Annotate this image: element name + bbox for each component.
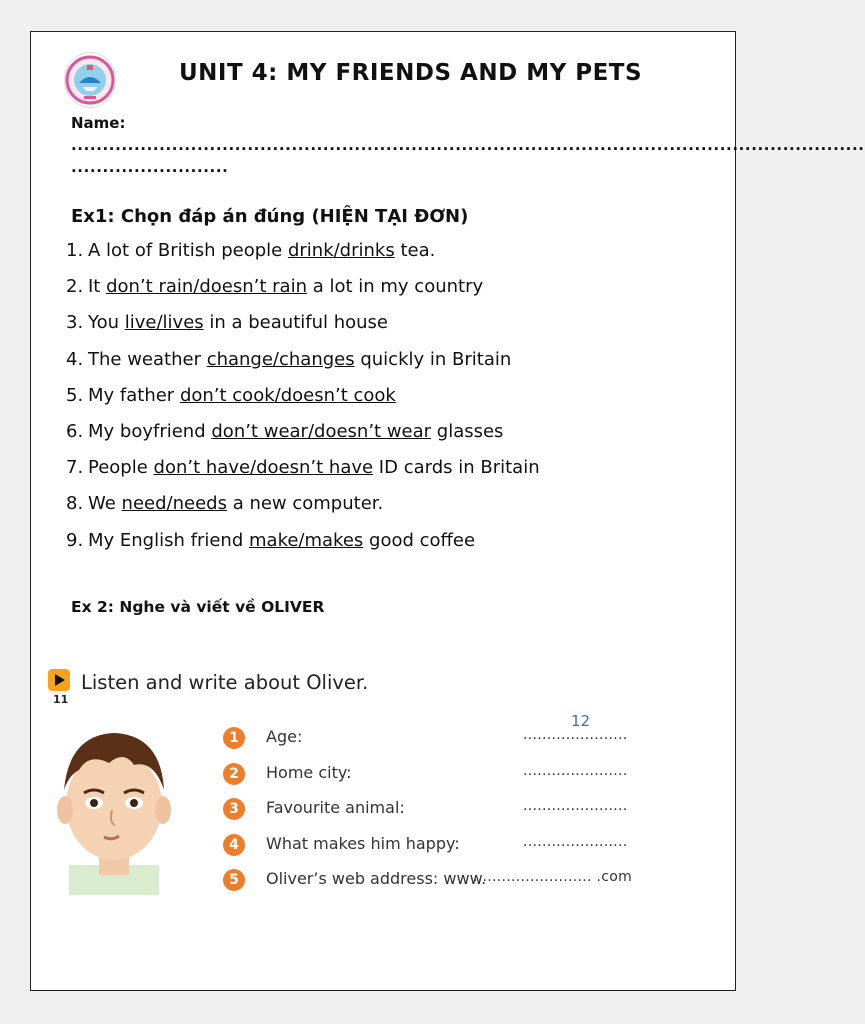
- answer-blank[interactable]: ......................: [523, 834, 628, 850]
- exercise1-item: [66, 493, 540, 529]
- question-number-badge: 1: [223, 727, 245, 749]
- name-dotted-line-1[interactable]: ..............................................................................................................................: [71, 136, 865, 154]
- item-choice[interactable]: don’t cook/doesn’t cook: [179, 384, 396, 406]
- answer-blank[interactable]: ......................: [523, 727, 628, 743]
- item-text-after: in a beautiful house: [203, 312, 389, 334]
- exercise1-item: [66, 457, 540, 493]
- school-logo: [64, 52, 116, 108]
- item-choice[interactable]: don’t rain/doesn’t rain: [106, 276, 307, 298]
- question-label: Home city:: [266, 763, 352, 782]
- item-text-before: A lot of British people: [88, 240, 288, 261]
- item-text-before: My father: [88, 384, 180, 406]
- item-number: 6.: [66, 420, 84, 442]
- item-number: 7.: [66, 457, 84, 479]
- item-number: 4.: [66, 348, 84, 370]
- item-number: 2.: [66, 276, 84, 298]
- exercise1-item: [66, 530, 540, 566]
- item-choice[interactable]: need/needs: [121, 493, 227, 515]
- question-label: Oliver’s web address: www.: [266, 869, 487, 888]
- question-label: Favourite animal:: [266, 798, 405, 817]
- answer-blank[interactable]: ......................: [523, 798, 628, 814]
- item-text-before: It: [88, 276, 107, 298]
- textbook-excerpt: [43, 665, 703, 892]
- item-text-after: quickly in Britain: [354, 348, 512, 370]
- play-audio-icon[interactable]: [48, 669, 70, 691]
- item-text-before: My English friend: [88, 529, 249, 551]
- exercise1-item: [66, 385, 540, 421]
- item-text-before: People: [88, 457, 154, 479]
- item-number: 5.: [66, 384, 84, 406]
- question-row: [223, 725, 703, 755]
- name-label: Name:: [71, 114, 126, 132]
- name-dotted-line-2[interactable]: .........................: [71, 158, 229, 176]
- exercise2-title: Ex 2: Nghe và viết về OLIVER: [71, 598, 325, 616]
- question-row: [223, 796, 703, 826]
- question-number-badge: 2: [223, 763, 245, 785]
- worksheet-page: [30, 31, 865, 991]
- question-label: What makes him happy:: [266, 834, 460, 853]
- question-number-badge: 3: [223, 798, 245, 820]
- item-choice[interactable]: drink/drinks: [287, 240, 395, 261]
- question-number-badge: 4: [223, 834, 245, 856]
- question-row: [223, 832, 703, 862]
- item-number: 3.: [66, 312, 84, 334]
- question-label: Age:: [266, 727, 303, 746]
- exercise1-item: [66, 349, 540, 385]
- item-text-after: a new computer.: [226, 493, 384, 515]
- item-text-before: My boyfriend: [88, 420, 212, 442]
- oliver-boy-illustration: [49, 715, 179, 895]
- question-number-badge: 5: [223, 869, 245, 891]
- item-number: 9.: [66, 529, 84, 551]
- item-choice[interactable]: don’t have/doesn’t have: [153, 457, 374, 479]
- item-text-after: ID cards in Britain: [373, 457, 540, 479]
- item-choice[interactable]: change/changes: [206, 348, 355, 370]
- item-text-after: good coffee: [363, 529, 476, 551]
- item-number: 8.: [66, 493, 84, 515]
- exercise1-item: [66, 240, 540, 276]
- item-text-after: a lot in my country: [307, 276, 484, 298]
- exercise1-item: [66, 421, 540, 457]
- item-text-before: The weather: [88, 348, 207, 370]
- item-number: 1.: [66, 240, 84, 261]
- item-choice[interactable]: live/lives: [124, 312, 204, 334]
- exercise1-item: [66, 312, 540, 348]
- question-row: [223, 761, 703, 791]
- item-text-after: tea.: [394, 240, 436, 261]
- exercise1-title: Ex1: Chọn đáp án đúng (HIỆN TẠI ĐƠN): [71, 206, 469, 227]
- school-logo-icon: [65, 53, 115, 107]
- item-choice[interactable]: make/makes: [249, 529, 364, 551]
- listening-instruction: Listen and write about Oliver.: [81, 671, 369, 694]
- handwritten-age-answer: 12: [571, 712, 591, 730]
- page-title: UNIT 4: MY FRIENDS AND MY PETS: [179, 60, 643, 86]
- exercise1-item: [66, 276, 540, 312]
- exercise1-list: [66, 240, 540, 566]
- track-number: 11: [53, 693, 69, 706]
- item-text-before: You: [88, 312, 125, 334]
- answer-blank[interactable]: ......................... .com: [473, 869, 633, 885]
- item-text-after: glasses: [431, 420, 504, 442]
- item-text-before: We: [88, 493, 122, 515]
- question-row: [223, 867, 703, 897]
- answer-blank[interactable]: ......................: [523, 763, 628, 779]
- item-choice[interactable]: don’t wear/doesn’t wear: [211, 420, 432, 442]
